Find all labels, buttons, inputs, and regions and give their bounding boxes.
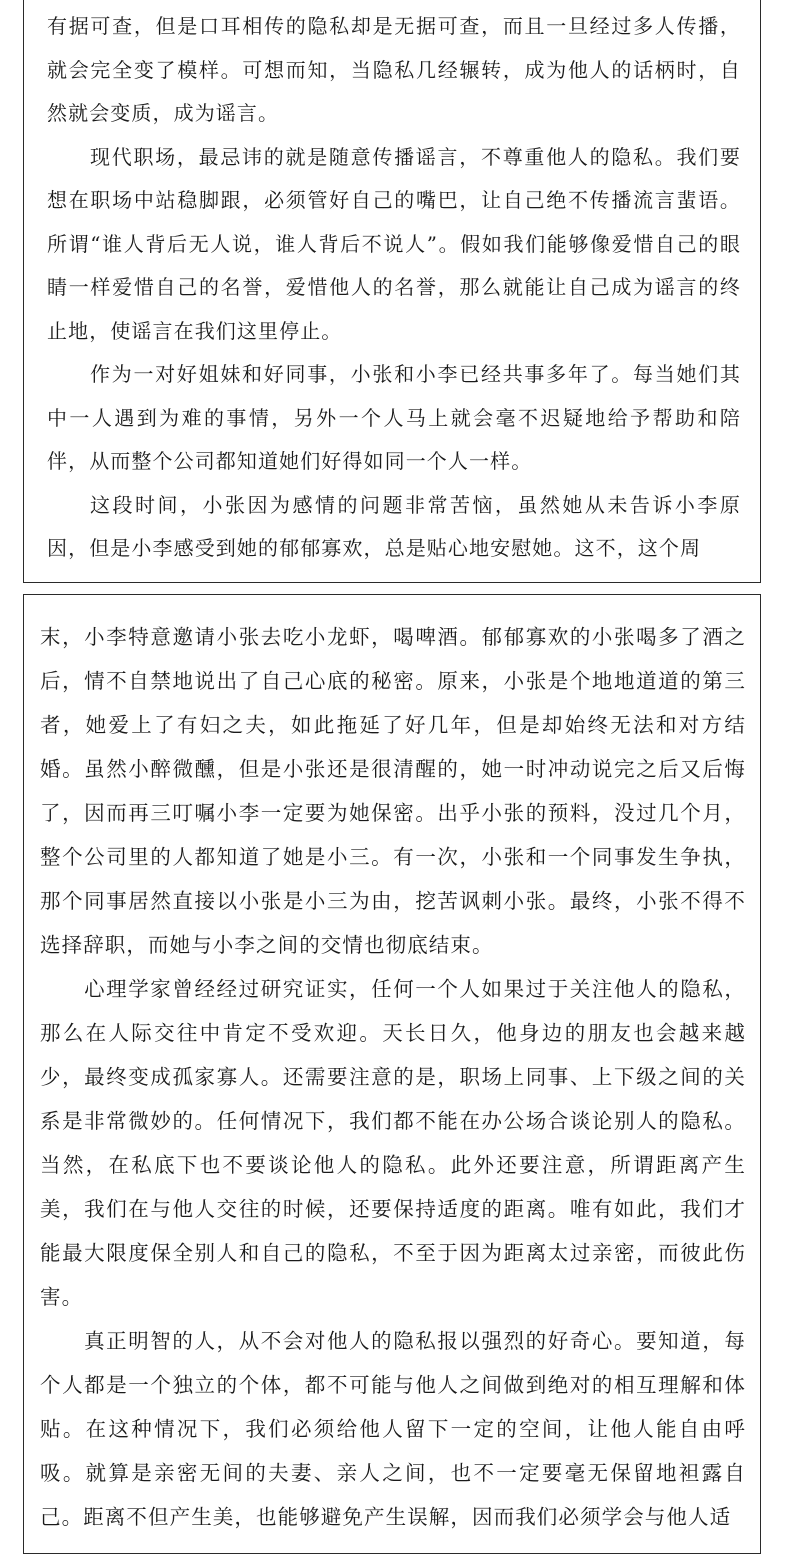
- page-upper-body: [47, 5, 741, 571]
- page-lower-body: [40, 615, 746, 1539]
- paragraph: 这段时间，小张因为感情的问题非常苦恼，虽然她从未告诉小李原因，但是小李感受到她的郁郁寡欢，总是贴心地安慰她。这不，这个周: [47, 492, 741, 560]
- paragraph: 心理学家曾经经过研究证实，任何一个人如果过于关注他人的隐私，那么在人际交往中肯定不受欢迎。天长日久，他身边的朋友也会越来越少，最终变成孤家寡人。还需要注意的是，职场上同事、上下级之间的关系是非常微妙的。任何情况下，我们都不能在办公场合谈论别人的隐私。当然，在私底下也不要谈论他人的隐私。此外还要注意，所谓距离产生美，我们在与他人交往的时候，还要保持适度的距离。唯有如此，我们才能最大限度保全别人和自己的隐私，不至于因为距离太过亲密，而彼此伤害。: [40, 977, 746, 1309]
- page-upper: [23, 0, 761, 583]
- paragraph: 作为一对好姐妹和好同事，小张和小李已经共事多年了。每当她们其中一人遇到为难的事情，另外一个人马上就会毫不迟疑地给予帮助和陪伴，从而整个公司都知道她们好得如同一个人一样。: [47, 362, 741, 473]
- page-lower: [23, 594, 761, 1554]
- paragraph-continued: 有据可查，但是口耳相传的隐私却是无据可查，而且一旦经过多人传播，就会完全变了模样。可想而知，当隐私几经辗转，成为他人的话柄时，自然就会变质，成为谣言。: [47, 14, 741, 125]
- paragraph: 现代职场，最忌讳的就是随意传播谣言，不尊重他人的隐私。我们要想在职场中站稳脚跟，必须管好自己的嘴巴，让自己绝不传播流言蜚语。所谓“谁人背后无人说，谁人背后不说人”。假如我们能够像爱惜自己的眼睛一样爱惜自己的名誉，爱惜他人的名誉，那么就能让自己成为谣言的终止地，使谣言在我们这里停止。: [47, 144, 741, 343]
- paragraph-continued: 末，小李特意邀请小张去吃小龙虾，喝啤酒。郁郁寡欢的小张喝多了酒之后，情不自禁地说出了自己心底的秘密。原来，小张是个地地道道的第三者，她爱上了有妇之夫，如此拖延了好几年，但是却始终无法和对方结婚。虽然小醉微醺，但是小张还是很清醒的，她一时冲动说完之后又后悔了，因而再三叮嘱小李一定要为她保密。出乎小张的预料，没过几个月，整个公司里的人都知道了她是小三。有一次，小张和一个同事发生争执，那个同事居然直接以小张是小三为由，挖苦讽刺小张。最终，小张不得不选择辞职，而她与小李之间的交情也彻底结束。: [40, 625, 746, 957]
- paragraph: 真正明智的人，从不会对他人的隐私报以强烈的好奇心。要知道，每个人都是一个独立的个体，都不可能与他人之间做到绝对的相互理解和体贴。在这种情况下，我们必须给他人留下一定的空间，让他人能自由呼吸。就算是亲密无间的夫妻、亲人之间，也不一定要毫无保留地袒露自己。距离不但产生美，也能够避免产生误解，因而我们必须学会与他人适: [40, 1329, 746, 1529]
